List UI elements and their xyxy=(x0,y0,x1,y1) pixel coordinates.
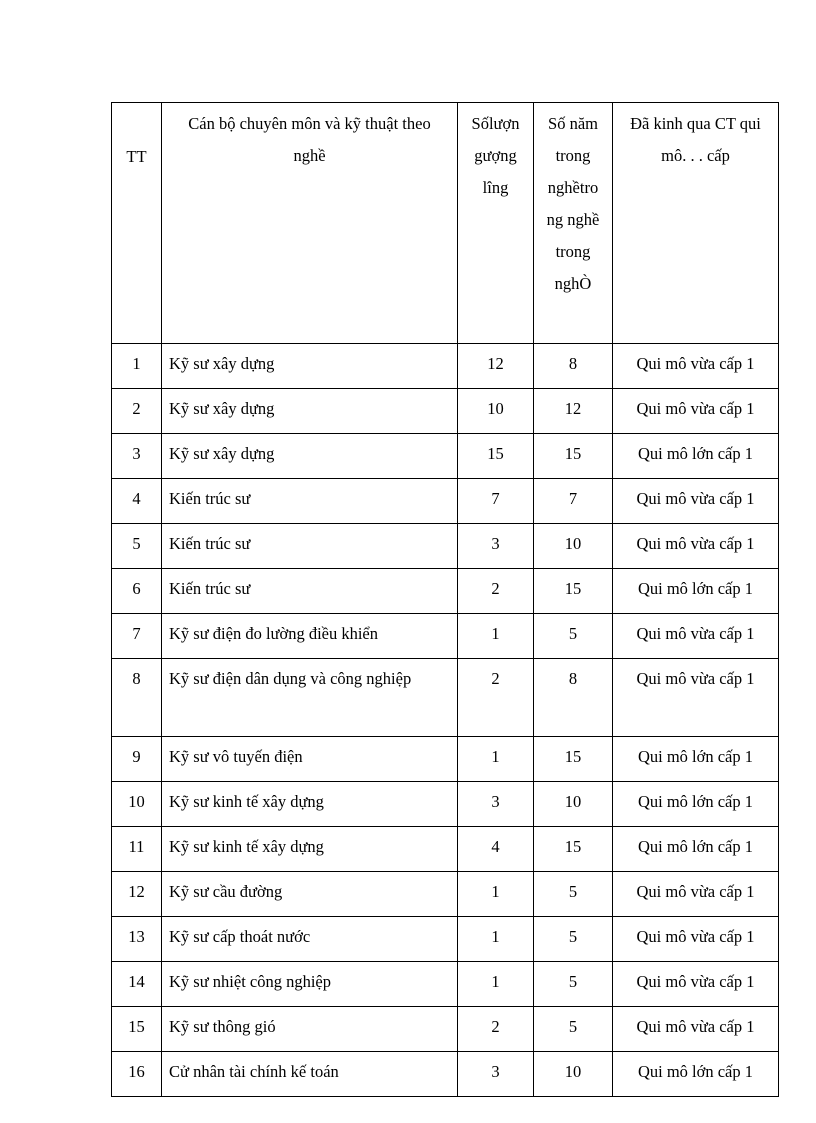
cell-years: 5 xyxy=(534,872,613,917)
cell-name: Kỹ sư kinh tế xây dựng xyxy=(162,782,458,827)
cell-tt: 13 xyxy=(112,917,162,962)
cell-name: Kiến trúc sư xyxy=(162,569,458,614)
cell-experience: Qui mô lớn cấp 1 xyxy=(613,782,779,827)
cell-experience: Qui mô vừa cấp 1 xyxy=(613,917,779,962)
cell-count: 2 xyxy=(458,1007,534,1052)
cell-years: 5 xyxy=(534,614,613,659)
table-row xyxy=(112,434,779,479)
cell-tt: 7 xyxy=(112,614,162,659)
table-body xyxy=(112,344,779,1097)
cell-count: 4 xyxy=(458,827,534,872)
cell-experience: Qui mô lớn cấp 1 xyxy=(613,827,779,872)
header-tt: TT xyxy=(112,103,162,344)
cell-count: 7 xyxy=(458,479,534,524)
cell-count: 2 xyxy=(458,569,534,614)
cell-years: 8 xyxy=(534,659,613,737)
table-row xyxy=(112,782,779,827)
table-row xyxy=(112,917,779,962)
cell-count: 10 xyxy=(458,389,534,434)
cell-name: Kỹ sư xây dựng xyxy=(162,344,458,389)
cell-name: Kỹ sư nhiệt công nghiệp xyxy=(162,962,458,1007)
staff-table xyxy=(111,102,779,1097)
cell-tt: 2 xyxy=(112,389,162,434)
cell-name: Kiến trúc sư xyxy=(162,479,458,524)
cell-experience: Qui mô lớn cấp 1 xyxy=(613,737,779,782)
cell-tt: 4 xyxy=(112,479,162,524)
header-name-text: Cán bộ chuyên môn và kỹ thuật theo nghề xyxy=(188,114,431,165)
table-row xyxy=(112,1007,779,1052)
header-experience-text: Đã kinh qua CT qui mô. . . cấp xyxy=(630,114,761,165)
table-row xyxy=(112,614,779,659)
table-row xyxy=(112,872,779,917)
cell-name: Kỹ sư cấp thoát nước xyxy=(162,917,458,962)
table-row xyxy=(112,1052,779,1097)
cell-tt: 12 xyxy=(112,872,162,917)
table-row xyxy=(112,737,779,782)
cell-years: 12 xyxy=(534,389,613,434)
table-row xyxy=(112,344,779,389)
cell-years: 15 xyxy=(534,737,613,782)
cell-years: 5 xyxy=(534,962,613,1007)
cell-count: 1 xyxy=(458,962,534,1007)
cell-tt: 6 xyxy=(112,569,162,614)
cell-name: Kỹ sư điện dân dụng và công nghiệp xyxy=(162,659,458,737)
cell-experience: Qui mô vừa cấp 1 xyxy=(613,962,779,1007)
cell-count: 2 xyxy=(458,659,534,737)
cell-years: 10 xyxy=(534,1052,613,1097)
cell-tt: 15 xyxy=(112,1007,162,1052)
table-row xyxy=(112,479,779,524)
cell-count: 1 xyxy=(458,917,534,962)
header-name xyxy=(162,103,458,344)
cell-count: 3 xyxy=(458,782,534,827)
cell-tt: 1 xyxy=(112,344,162,389)
cell-count: 1 xyxy=(458,737,534,782)
cell-years: 15 xyxy=(534,434,613,479)
cell-experience: Qui mô lớn cấp 1 xyxy=(613,1052,779,1097)
cell-experience: Qui mô vừa cấp 1 xyxy=(613,872,779,917)
table-row xyxy=(112,827,779,872)
table-row xyxy=(112,962,779,1007)
cell-count: 15 xyxy=(458,434,534,479)
cell-count: 12 xyxy=(458,344,534,389)
cell-tt: 9 xyxy=(112,737,162,782)
header-experience xyxy=(613,103,779,344)
cell-name: Kỹ sư kinh tế xây dựng xyxy=(162,827,458,872)
cell-years: 5 xyxy=(534,1007,613,1052)
table-row xyxy=(112,389,779,434)
cell-name: Kỹ sư xây dựng xyxy=(162,434,458,479)
cell-years: 7 xyxy=(534,479,613,524)
table-row xyxy=(112,659,779,737)
cell-name: Kỹ sư cầu đường xyxy=(162,872,458,917)
table-row xyxy=(112,569,779,614)
header-count-text: Sốlượn gượng lîng xyxy=(471,114,520,197)
cell-count: 1 xyxy=(458,872,534,917)
header-years-text: Số năm trong nghềtro ng nghề trong nghÒ xyxy=(546,114,600,293)
cell-experience: Qui mô lớn cấp 1 xyxy=(613,569,779,614)
cell-tt: 14 xyxy=(112,962,162,1007)
cell-name: Kỹ sư xây dựng xyxy=(162,389,458,434)
cell-experience: Qui mô vừa cấp 1 xyxy=(613,614,779,659)
header-row xyxy=(112,103,779,344)
cell-name: Kỹ sư thông gió xyxy=(162,1007,458,1052)
cell-tt: 3 xyxy=(112,434,162,479)
cell-count: 1 xyxy=(458,614,534,659)
header-count xyxy=(458,103,534,344)
cell-name: Kỹ sư vô tuyến điện xyxy=(162,737,458,782)
cell-tt: 16 xyxy=(112,1052,162,1097)
cell-experience: Qui mô lớn cấp 1 xyxy=(613,434,779,479)
cell-experience: Qui mô vừa cấp 1 xyxy=(613,344,779,389)
cell-years: 15 xyxy=(534,827,613,872)
cell-name: Kiến trúc sư xyxy=(162,524,458,569)
table-row xyxy=(112,524,779,569)
cell-tt: 11 xyxy=(112,827,162,872)
cell-years: 5 xyxy=(534,917,613,962)
cell-name: Kỹ sư điện đo lường điều khiển xyxy=(162,614,458,659)
cell-experience: Qui mô vừa cấp 1 xyxy=(613,479,779,524)
table-header xyxy=(112,103,779,344)
cell-experience: Qui mô vừa cấp 1 xyxy=(613,389,779,434)
cell-years: 10 xyxy=(534,524,613,569)
cell-years: 10 xyxy=(534,782,613,827)
cell-tt: 10 xyxy=(112,782,162,827)
cell-experience: Qui mô vừa cấp 1 xyxy=(613,524,779,569)
cell-experience: Qui mô vừa cấp 1 xyxy=(613,659,779,737)
header-years xyxy=(534,103,613,344)
cell-tt: 5 xyxy=(112,524,162,569)
cell-count: 3 xyxy=(458,1052,534,1097)
cell-name: Cử nhân tài chính kế toán xyxy=(162,1052,458,1097)
cell-years: 15 xyxy=(534,569,613,614)
cell-tt: 8 xyxy=(112,659,162,737)
cell-years: 8 xyxy=(534,344,613,389)
cell-experience: Qui mô vừa cấp 1 xyxy=(613,1007,779,1052)
cell-count: 3 xyxy=(458,524,534,569)
